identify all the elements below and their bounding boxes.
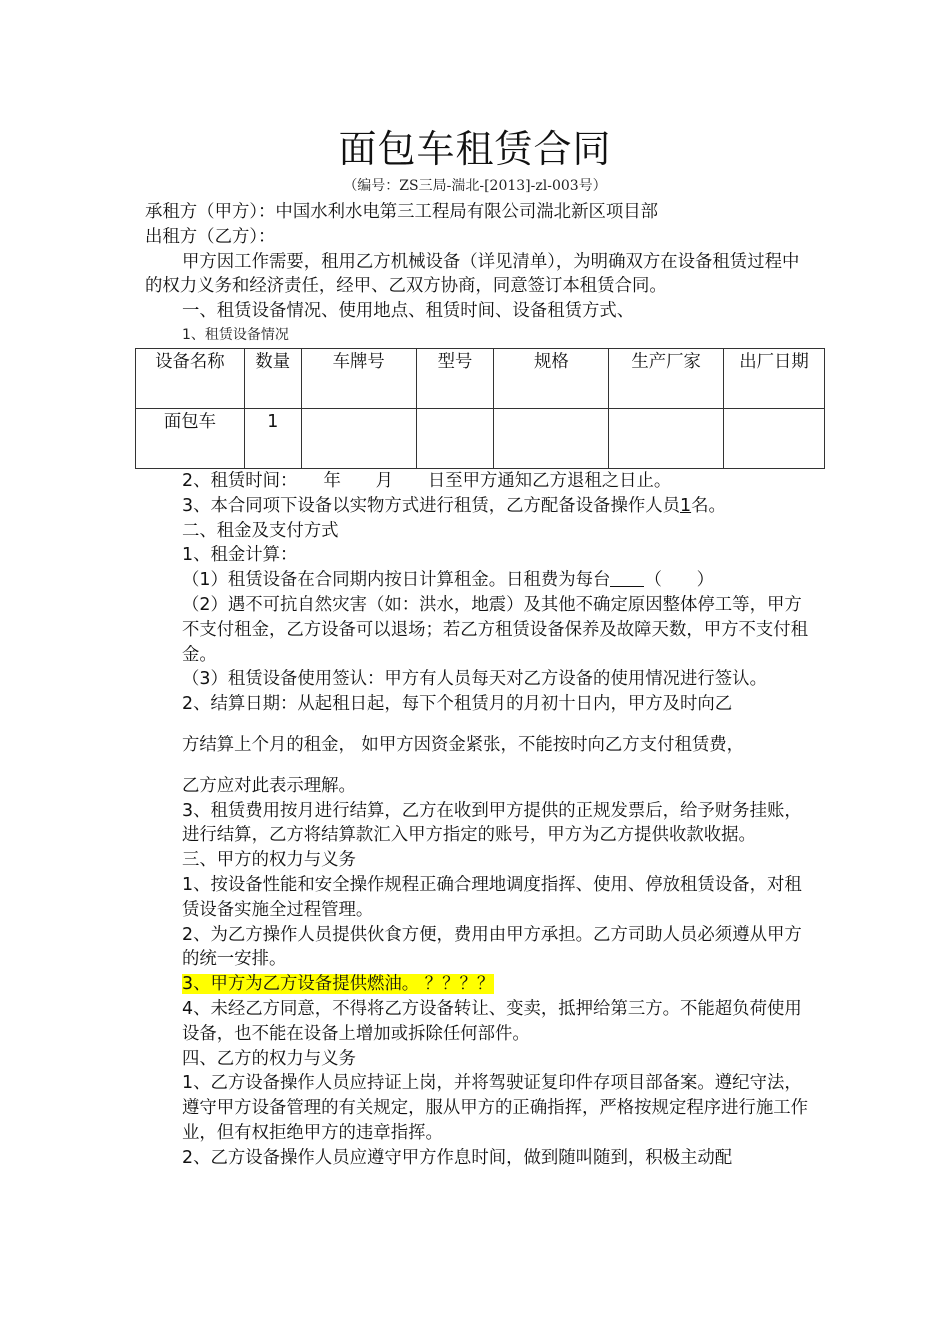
contract-body — [145, 200, 810, 1171]
rate-blank — [610, 569, 644, 587]
lessor-line: 出租方（乙方）： — [145, 226, 276, 247]
contract-number: （编号：ZS三局-湍北-[2013]-zl-003号） — [343, 178, 607, 194]
party-b-duty-2: 2、乙方设备操作人员应遵守甲方作息时间，做到随叫随到，积极主动配 — [182, 1147, 733, 1168]
table-header-cell: 数量 — [244, 348, 301, 408]
monthly-settlement-clause: 3、租赁费用按月进行结算，乙方在收到甲方提供的正规发票后，给予财务挂账，进行结算，乙方将结算款汇入甲方指定的账号，甲方为乙方提供收款收据。 — [182, 800, 802, 846]
table-cell — [724, 408, 825, 468]
section-2-heading: 二、租金及支付方式 — [182, 520, 339, 541]
table-cell — [609, 408, 724, 468]
rental-method-suffix: 名。 — [691, 495, 726, 516]
settlement-date-line-3: 乙方应对此表示理解。 — [182, 775, 356, 796]
section-3-heading: 三、甲方的权力与义务 — [182, 850, 356, 871]
table-header-cell: 型号 — [416, 348, 494, 408]
section-1-subheading: 1、租赁设备情况 — [182, 326, 289, 343]
table-header-row — [136, 348, 825, 408]
party-a-duty-2: 2、为乙方操作人员提供伙食方便，费用由甲方承担。乙方司助人员必须遵从甲方的统一安排。 — [182, 924, 802, 970]
table-cell: 1 — [244, 408, 301, 468]
party-a-duty-4: 4、未经乙方同意，不得将乙方设备转让、变卖，抵押给第三方。不能超负荷使用设备，也不能在设备上增加或拆除任何部件。 — [182, 998, 802, 1044]
rental-method — [145, 494, 810, 519]
table-header-cell: 生产厂家 — [609, 348, 724, 408]
intro-paragraph: 甲方因工作需要，租用乙方机械设备（详见清单），为明确双方在设备租赁过程中的权力义务和经济责任，经甲、乙双方协商，同意签订本租赁合同。 — [145, 251, 800, 297]
daily-rate — [145, 568, 810, 593]
contract-title: 面包车租赁合同 — [338, 127, 612, 171]
highlighted-fuel-clause: 3、甲方为乙方设备提供燃油。 ？？？？ — [182, 974, 495, 995]
section-1-heading: 一、租赁设备情况、使用地点、租赁时间、设备租赁方式、 — [182, 301, 635, 322]
table-cell — [301, 408, 416, 468]
settlement-date-line-2: 方结算上个月的租金， 如甲方因资金紧张，不能按时向乙方支付租赁费， — [182, 734, 745, 755]
daily-rate-text: （1）租赁设备在合同期内按日计算租金。日租费为每台 — [182, 570, 611, 591]
party-a-duty-3 — [145, 972, 810, 997]
operator-count: 1 — [680, 495, 692, 516]
table-header-cell: 出厂日期 — [724, 348, 825, 408]
table-cell: 面包车 — [136, 408, 245, 468]
rental-period: 2、租赁时间： 年 月 日至甲方通知乙方退租之日止。 — [182, 470, 672, 491]
table-header-cell: 设备名称 — [136, 348, 245, 408]
force-majeure-clause: （2）遇不可抗自然灾害（如：洪水，地震）及其他不确定原因整体停工等，甲方不支付租金，乙方设备可以退场；若乙方租赁设备保养及故障天数，甲方不支付租金。 — [182, 594, 809, 665]
table-header-cell: 车牌号 — [301, 348, 416, 408]
usage-signoff-clause: （3）租赁设备使用签认：甲方有人员每天对乙方设备的使用情况进行签认。 — [182, 669, 767, 690]
table-cell — [416, 408, 494, 468]
settlement-date-line-1: 2、结算日期：从起租日起，每下个租赁月的月初十日内，甲方及时向乙 — [182, 694, 733, 715]
equipment-table — [135, 348, 825, 469]
daily-rate-bracket: （ ） — [644, 570, 715, 591]
section-4-heading: 四、乙方的权力与义务 — [182, 1048, 356, 1069]
party-b-duty-1: 1、乙方设备操作人员应持证上岗，并将驾驶证复印件存项目部备案。遵纪守法，遵守甲方设备管理的有关规定，服从甲方的正确指挥，严格按规定程序进行施工作业，但有权拒绝甲方的违章指挥。 — [182, 1073, 809, 1143]
table-cell — [494, 408, 609, 468]
table-row — [136, 408, 825, 468]
party-a-duty-1: 1、按设备性能和安全操作规程正确合理地调度指挥、使用、停放租赁设备，对租赁设备实施全过程管理。 — [182, 874, 802, 920]
lessee-line: 承租方（甲方）：中国水利水电第三工程局有限公司湍北新区项目部 — [145, 202, 659, 222]
rent-calculation: 1、租金计算： — [182, 545, 298, 566]
table-header-cell: 规格 — [494, 348, 609, 408]
rental-method-text: 3、本合同项下设备以实物方式进行租赁，乙方配备设备操作人员 — [182, 495, 681, 516]
